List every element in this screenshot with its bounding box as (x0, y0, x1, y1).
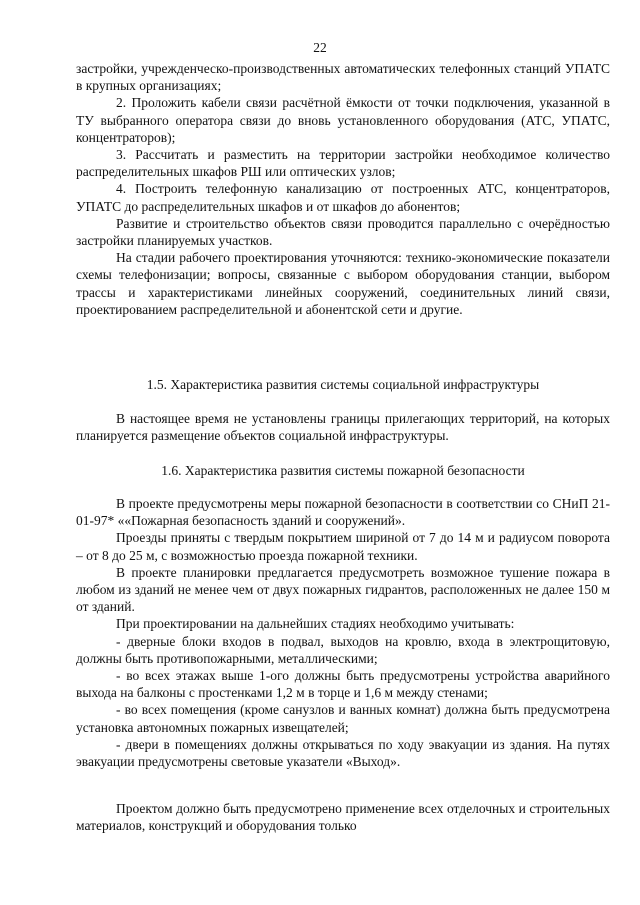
paragraph-materials: Проектом должно быть предусмотрено применение всех отделочных и строительных материалов, конструкций и оборудования только (76, 801, 610, 834)
paragraph-item-3: 3. Рассчитать и разместить на территории застройки необходимое количество распределительных шкафов РШ или оптических узлов; (76, 147, 610, 180)
section-1-6-body (76, 495, 610, 770)
paragraph-fire-safety-norms: В проекте предусмотрены меры пожарной безопасности в соответствии со СНиП 21-01-97* ««Пожарная безопасность зданий и сооружений». (76, 496, 610, 529)
section-heading-1-6: 1.6. Характеристика развития системы пожарной безопасности (161, 463, 525, 478)
paragraph-working-design: На стадии рабочего проектирования уточняются: технико-экономические показатели схемы телефонизации; вопросы, связанные с выбором оборудования станции, выбором трассы и характеристиками линейных сооружений, соединительных линий связи, проектированием распределительной и абонентской сети и другие. (76, 250, 610, 317)
list-item-evacuation-doors: - двери в помещениях должны открываться по ходу эвакуации из здания. На путях эвакуации предусмотрены световые указатели «Выход». (76, 736, 610, 770)
section-heading-1-5: 1.5. Характеристика развития системы социальной инфраструктуры (146, 377, 540, 392)
paragraph-hydrants: В проекте планировки предлагается предусмотреть возможное тушение пожара в любом из зданий не менее чем от двух пожарных гидрантов, расположенных не далее 150 м от зданий. (76, 564, 610, 615)
paragraph-development: Развитие и строительство объектов связи проводится параллельно с очерёдностью застройки планируемых участков. (76, 215, 610, 249)
section-1-5-body (76, 410, 610, 444)
final-block (76, 800, 610, 834)
list-item-emergency-exits: - во всех этажах выше 1-ого должны быть предусмотрены устройства аварийного выхода на балконы с простенками 1,2 м в торце и 1,6 м между стенами; (76, 668, 610, 701)
list-item-fire-detectors: - во всех помещения (кроме санузлов и ванных комнат) должна быть предусмотрена установка автономных пожарных извещателей; (76, 702, 610, 735)
paragraph-further-stages: При проектировании на дальнейших стадиях необходимо учитывать: (116, 616, 515, 632)
paragraph-driveways: Проезды приняты с твердым покрытием шириной от 7 до 14 м и радиусом поворота – от 8 до 25 м, с возможностью проезда пожарной техники. (76, 530, 610, 563)
telephony-measures-block (76, 60, 610, 318)
paragraph-social-infrastructure: В настоящее время не установлены границы прилегающих территорий, на которых планируется размещение объектов социальной инфраструктуры. (76, 411, 610, 444)
page-number: 22 (313, 40, 327, 55)
paragraph-item-2: 2. Проложить кабели связи расчётной ёмкости от точки подключения, указанной в ТУ выбранного оператора связи до вновь установленного оборудования (АТС, УПАТС, концентраторов); (76, 95, 610, 145)
paragraph-continuation: застройки, учрежденческо-производственных автоматических телефонных станций УПАТС в крупных организациях; (76, 61, 610, 94)
list-item-door-blocks: - дверные блоки входов в подвал, выходов на кровлю, входа в электрощитовую, должны быть противопожарными, металлическими; (76, 633, 610, 666)
paragraph-item-4: 4. Построить телефонную канализацию от построенных АТС, концентраторов, УПАТС до распределительных шкафов и от шкафов до абонентов; (76, 181, 610, 214)
